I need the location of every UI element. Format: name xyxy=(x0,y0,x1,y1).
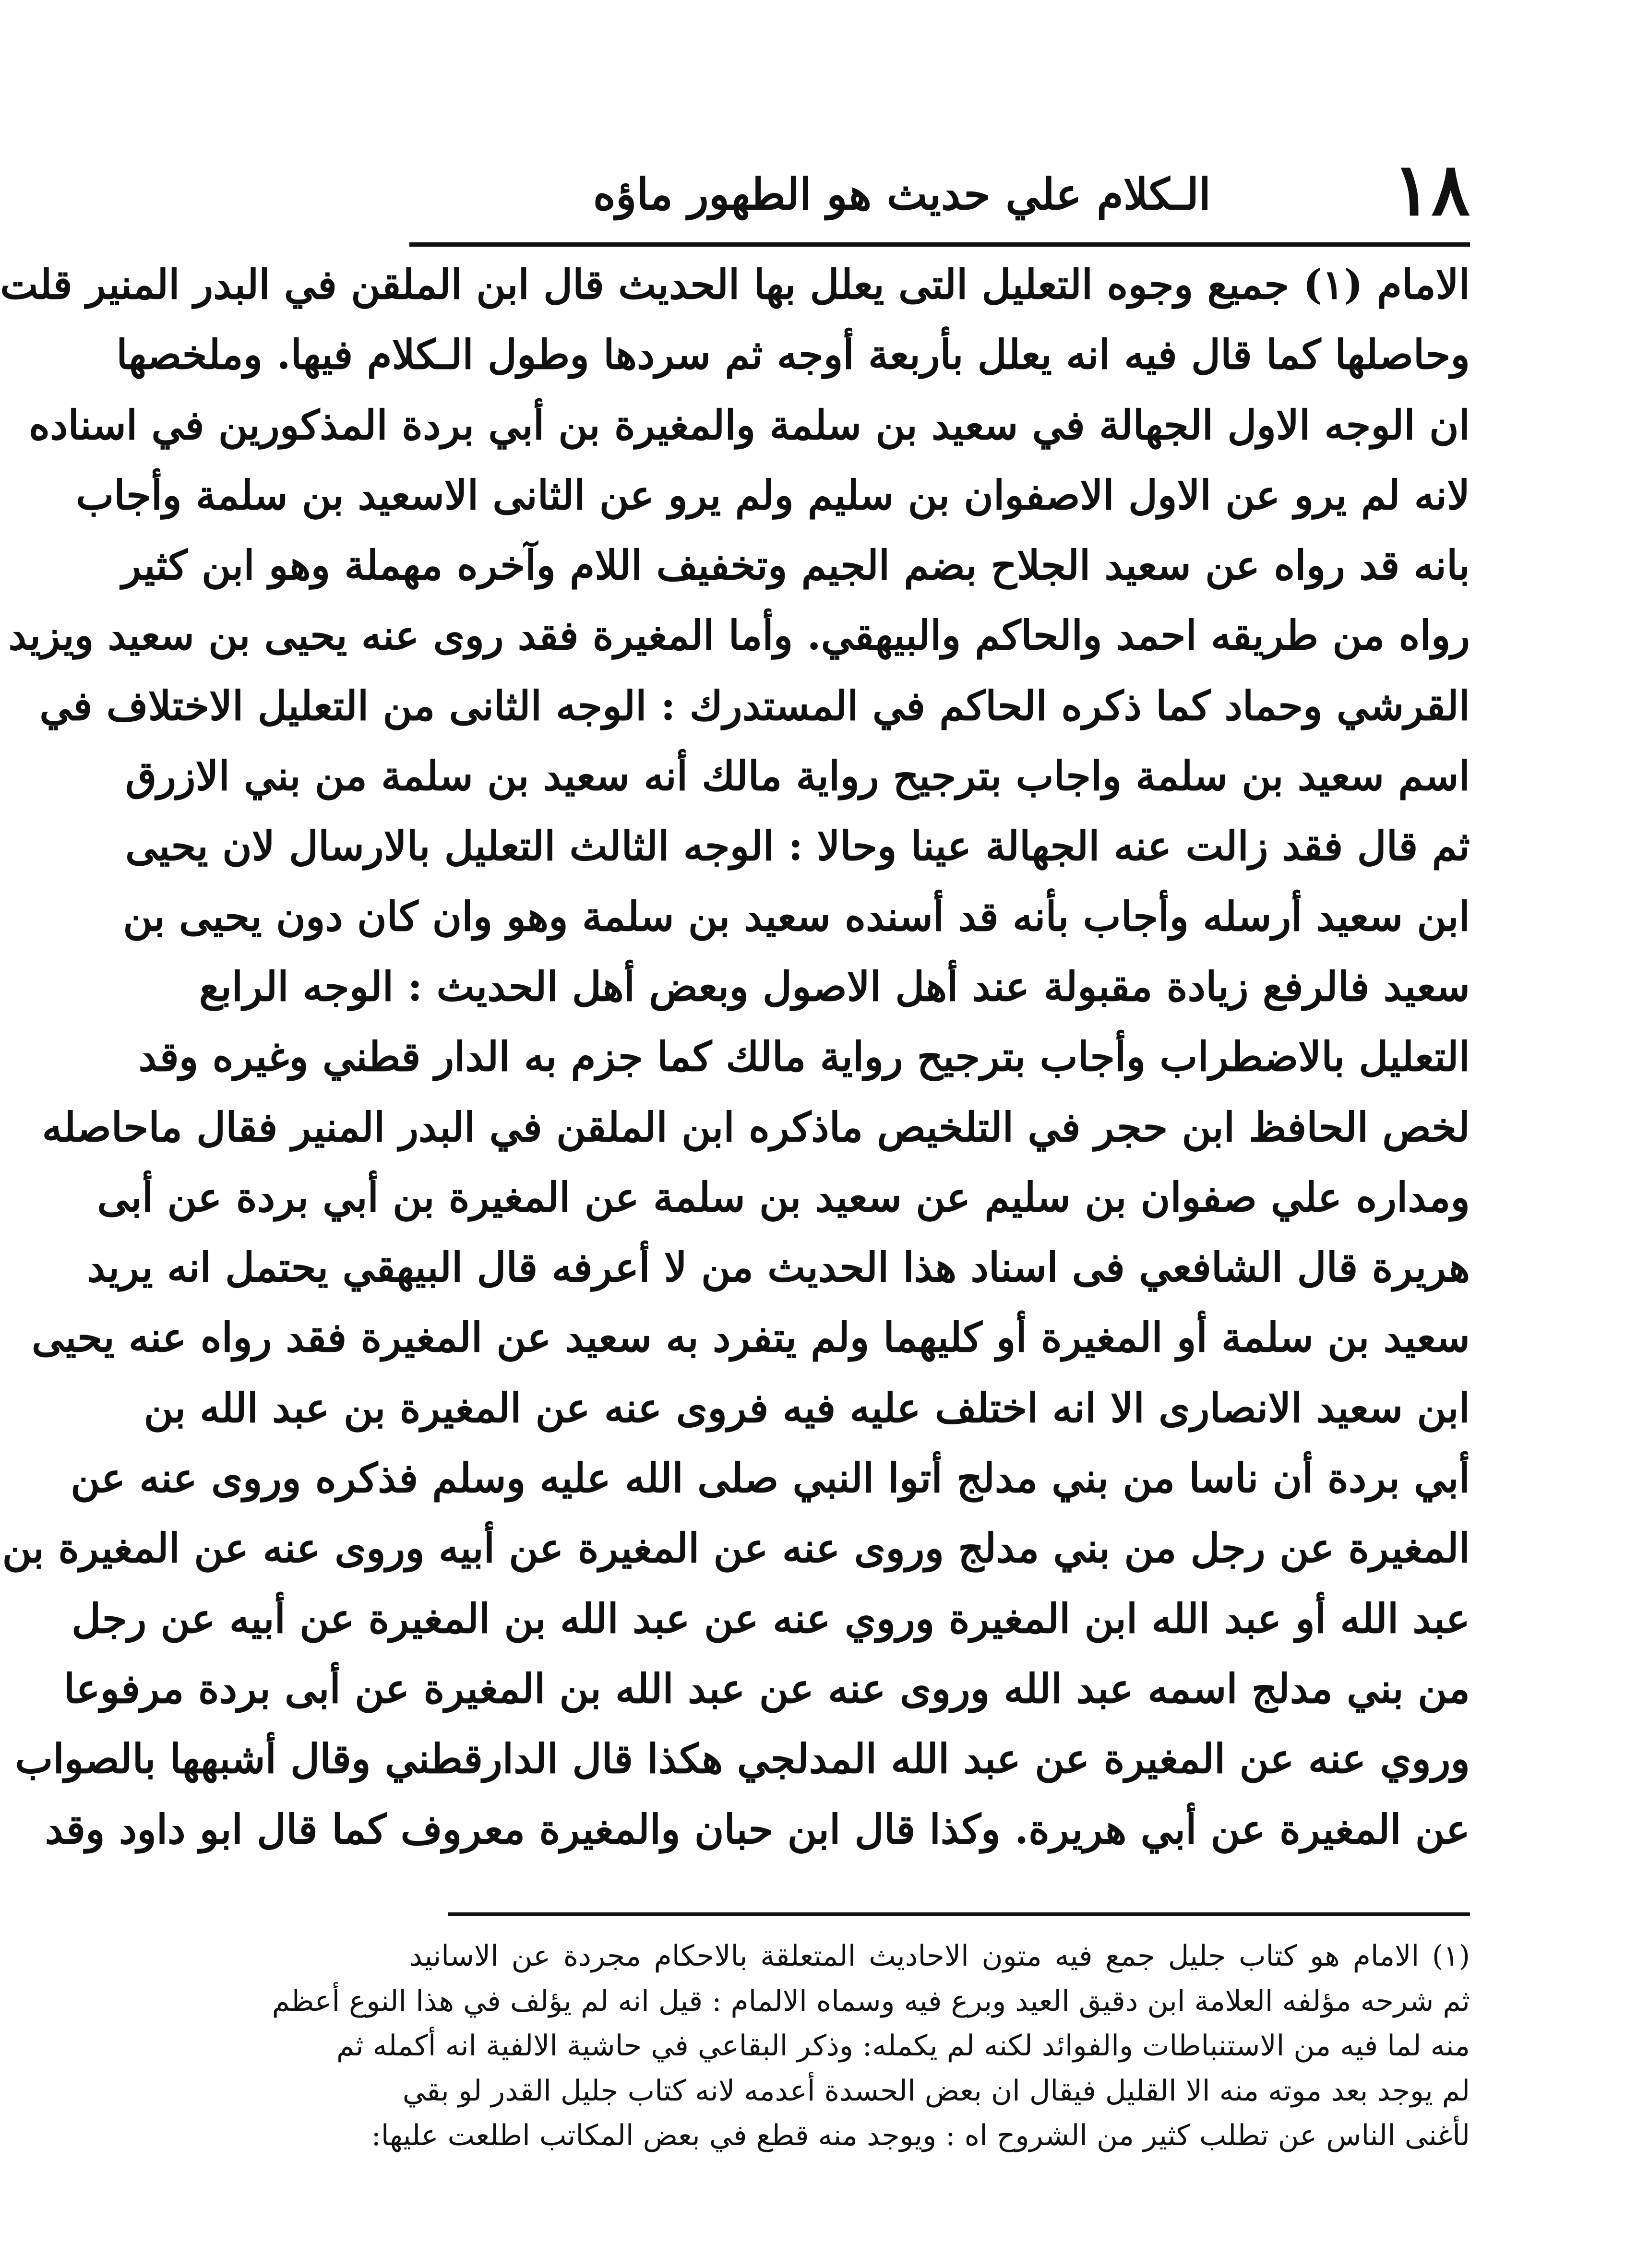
text-line: التعليل بالاضطراب وأجاب بترجيح رواية مالك كما جزم به الدار قطني وغيره وقد xyxy=(138,1033,1470,1081)
footnote-line: ثم شرحه مؤلفه العلامة ابن دقيق العيد وبرع فيه وسماه الالمام : قيل انه لم يؤلف في هذا النوع أعظم xyxy=(272,1984,1470,2018)
text-line: وحاصلها كما قال فيه انه يعلل بأربعة أوجه ثم سردها وطول الـكلام فيها. وملخصها xyxy=(116,331,1470,379)
text-line: بانه قد رواه عن سعيد الجلاح بضم الجيم وتخفيف اللام وآخره مهملة وهو ابن كثير xyxy=(121,541,1470,589)
footnote-line: منه لما فيه من الاستنباطات والفوائد لكنه لم يكمله: وذكر البقاعي في حاشية الالفية انه أكمله ثم xyxy=(336,2029,1470,2063)
text-line: لخص الحافظ ابن حجر في التلخيص ماذكره ابن الملقن في البدر المنير فقال ماحاصله xyxy=(42,1103,1470,1151)
text-line: الامام (١) جميع وجوه التعليل التى يعلل بها الحديث قال ابن الملقن في البدر المنير قلت xyxy=(0,261,1470,308)
text-line: لانه لم يرو عن الاول الاصفوان بن سليم ولم يرو عن الثانى الاسعيد بن سلمة وأجاب xyxy=(76,471,1470,519)
running-title: الـكلام علي حديث هو الطهور ماؤه xyxy=(593,169,1211,220)
text-line: ابن سعيد أرسله وأجاب بأنه قد أسنده سعيد بن سلمة وهو وان كان دون يحيى بن xyxy=(123,892,1470,940)
footnote-line: لم يوجد بعد موته منه الا القليل فيقال ان بعض الحسدة أعدمه لانه كتاب جليل القدر لو بقي xyxy=(402,2074,1470,2108)
text-line: ان الوجه الاول الجهالة في سعيد بن سلمة والمغيرة بن أبي بردة المذكورين في اسناده xyxy=(29,401,1470,449)
text-line: المغيرة عن رجل من بني مدلج وروى عنه عن المغيرة عن أبيه وروى عنه عن المغيرة بن xyxy=(2,1524,1470,1572)
footnotes xyxy=(272,1934,1470,2159)
footnote-line: لأغنى الناس عن تطلب كثير من الشروح اه : ويوجد منه قطع في بعض المكاتب اطلعت عليها: xyxy=(371,2119,1470,2152)
text-line: عن المغيرة عن أبي هريرة. وكذا قال ابن حبان والمغيرة معروف كما قال ابو داود وقد xyxy=(45,1805,1470,1853)
text-line: اسم سعيد بن سلمة واجاب بترجيح رواية مالك أنه سعيد بن سلمة من بني الازرق xyxy=(125,752,1470,800)
text-line: من بني مدلج اسمه عبد الله وروى عنه عن عبد الله بن المغيرة عن أبى بردة مرفوعا xyxy=(63,1664,1470,1712)
text-line: هريرة قال الشافعي فى اسناد هذا الحديث من لا أعرفه قال البيهقي يحتمل انه يريد xyxy=(87,1243,1470,1291)
footnote-divider xyxy=(448,1912,1470,1916)
main-text xyxy=(0,250,1470,1864)
text-line: ومداره علي صفوان بن سليم عن سعيد بن سلمة عن المغيرة بن أبي بردة عن أبى xyxy=(97,1173,1470,1221)
text-line: ثم قال فقد زالت عنه الجهالة عينا وحالا : الوجه الثالث التعليل بالارسال لان يحيى xyxy=(125,822,1470,870)
footnote-line: (١) الامام هو كتاب جليل جمع فيه متون الاحاديث المتعلقة بالاحكام مجردة عن الاسانيد xyxy=(409,1939,1470,1973)
header-divider xyxy=(409,242,1470,247)
text-line: سعيد بن سلمة أو المغيرة أو كليهما ولم يتفرد به سعيد عن المغيرة فقد رواه عنه يحيى xyxy=(31,1313,1470,1361)
text-line: القرشي وحماد كما ذكره الحاكم في المستدرك : الوجه الثانى من التعليل الاختلاف في xyxy=(39,681,1470,729)
text-line: ابن سعيد الانصارى الا انه اختلف عليه فيه فروى عنه عن المغيرة بن عبد الله بن xyxy=(143,1384,1470,1432)
text-line: أبي بردة أن ناسا من بني مدلج أتوا النبي صلى الله عليه وسلم فذكره وروى عنه عن xyxy=(71,1454,1470,1502)
page-number: ١٨ xyxy=(1392,147,1470,232)
text-line: رواه من طريقه احمد والحاكم والبيهقي. وأما المغيرة فقد روى عنه يحيى بن سعيد ويزيد xyxy=(8,611,1470,659)
running-header xyxy=(409,144,1470,240)
text-line: وروي عنه عن المغيرة عن عبد الله المدلجي هكذا قال الدارقطني وقال أشبهها بالصواب xyxy=(15,1735,1470,1783)
text-line: عبد الله أو عبد الله ابن المغيرة وروي عنه عن عبد الله بن المغيرة عن أبيه عن رجل xyxy=(72,1594,1470,1642)
text-line: سعيد فالرفع زيادة مقبولة عند أهل الاصول وبعض أهل الحديث : الوجه الرابع xyxy=(199,962,1470,1010)
